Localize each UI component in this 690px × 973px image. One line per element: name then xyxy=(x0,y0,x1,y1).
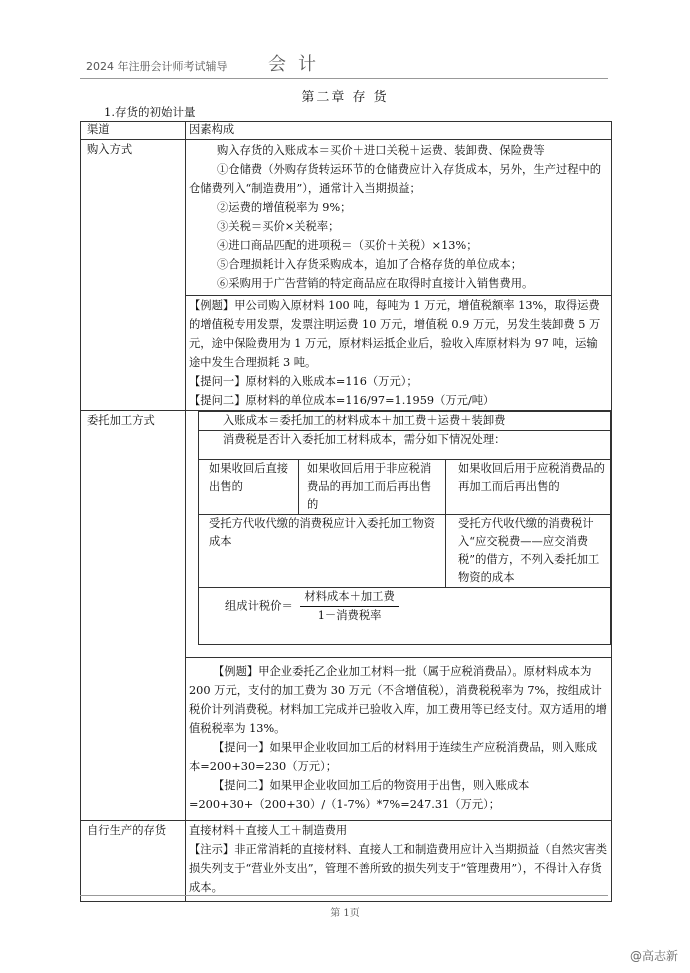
page-number: 第 1页 xyxy=(330,908,360,919)
purchase-formula: 购入存货的入账成本＝买价＋进口关税＋运费、装卸费、保险费等 xyxy=(217,144,545,157)
consign-price-formula xyxy=(199,588,611,645)
table-row xyxy=(81,411,612,658)
exam-title: 2024 年注册会计师考试辅导 xyxy=(86,60,228,73)
consign-label: 委托加工方式 xyxy=(81,411,186,821)
section-title: 1.存货的初始计量 xyxy=(104,105,196,119)
purchase-rule: ⑤合理损耗计入存货采购成本，追加了合格存货的单位成本； xyxy=(217,258,523,271)
purchase-rule: ④进口商品匹配的进项税＝（买价＋关税）×13%； xyxy=(217,239,478,252)
purchase-example xyxy=(186,296,612,411)
consign-question-2: 【提问二】如果甲企业收回加工后的物资用于出售，则入账成本=200+30+（200+30）/（1-7%）*7%=247.31（万元）； xyxy=(189,779,530,811)
purchase-rule: ①仓储费（外购存货转运环节的仓储费应计入存货成本，另外，生产过程中的仓储费列入“制造费用”），通常计入当期损益； xyxy=(189,163,602,195)
table-row xyxy=(81,821,612,902)
consign-example-text: 【例题】甲企业委托乙企业加工材料一批（属于应税消费品）。原材料成本为 200 万元，支付的加工费为 30 万元（不含增值税），消费税税率为 7%，按组成计税价计列消费税。材料加工完成并已验收入库，加工费用等已经支付。双方适用的增值税税率为 13%。 xyxy=(189,665,607,735)
page-header xyxy=(80,50,608,79)
selfmade-note: 【注示】非正常消耗的直接材料、直接人工和制造费用应计入当期损益（自然灾害类损失列支于“营业外支出”，管理不善所致的损失列支于“管理费用”），不得计入存货成本。 xyxy=(189,843,607,894)
col-header-factors: 因素构成 xyxy=(186,122,612,140)
table-row xyxy=(81,140,612,296)
price-fraction xyxy=(300,588,398,625)
inventory-table xyxy=(80,121,612,902)
chapter-title: 第二章 存 货 xyxy=(301,90,389,105)
consign-case-nontaxable: 如果收回后用于非应税消费品的再加工而后再出售的 xyxy=(299,460,446,515)
consign-inner-table xyxy=(198,411,611,645)
selfmade-label: 自行生产的存货 xyxy=(81,821,186,902)
purchase-question-2: 【提问二】原材料的单位成本=116/97=1.1959（万元/吨） xyxy=(189,394,495,407)
purchase-label: 购入方式 xyxy=(81,140,186,411)
consign-formula: 入账成本＝委托加工的材料成本＋加工费＋运费＋装卸费 xyxy=(199,412,611,431)
consign-effect-included: 受托方代收代缴的消费税应计入委托加工物资成本 xyxy=(199,515,446,588)
table-header-row xyxy=(81,122,612,140)
price-numerator: 材料成本＋加工费 xyxy=(300,588,398,607)
purchase-example-text: 【例题】甲公司购入原材料 100 吨，每吨为 1 万元，增值税额率 13%，取得运费的增值税专用发票，发票注明运费 10 万元，增值税 0.9 万元，另发生装卸费 5 万元，途中保险费用为 1 万元，原材料运抵企业后，验收入库原材料为 97 吨，运输途中发生合理损耗 3 吨。 xyxy=(189,299,601,369)
subject-title: 会计 xyxy=(268,54,328,75)
purchase-rules xyxy=(186,140,612,296)
consign-case-taxable: 如果收回后用于应税消费品的再加工而后再出售的 xyxy=(446,460,611,515)
consign-case-direct-sale: 如果收回后直接出售的 xyxy=(199,460,299,515)
price-label: 组成计税价＝ xyxy=(225,599,293,613)
consign-example xyxy=(186,658,612,821)
price-denominator: 1－消费税率 xyxy=(317,609,382,622)
consign-tax-note: 消费税是否计入委托加工材料成本，需分如下情况处理： xyxy=(199,431,611,460)
footer-divider xyxy=(80,895,608,896)
purchase-rule: ②运费的增值税率为 9%； xyxy=(217,201,352,214)
purchase-rule: ③关税＝买价×关税率； xyxy=(217,220,340,233)
selfmade-formula: 直接材料＋直接人工＋制造费用 xyxy=(189,824,348,837)
purchase-rule: ⑥采购用于广告营销的特定商品应在取得时直接计入销售费用。 xyxy=(217,277,534,290)
consign-question-1: 【提问一】如果甲企业收回加工后的材料用于连续生产应税消费品，则入账成本=200+30=230（万元）； xyxy=(189,741,598,773)
consign-effect-excluded: 受托方代收代缴的消费税计入“应交税费——应交消费税”的借方，不列入委托加工物资的成本 xyxy=(446,515,611,588)
selfmade-content xyxy=(186,821,612,902)
purchase-question-1: 【提问一】原材料的入账成本=116（万元）； xyxy=(189,375,418,388)
consign-rules xyxy=(186,411,612,658)
weibo-watermark: @高志新 xyxy=(629,949,678,963)
col-header-channel: 渠道 xyxy=(81,122,186,140)
